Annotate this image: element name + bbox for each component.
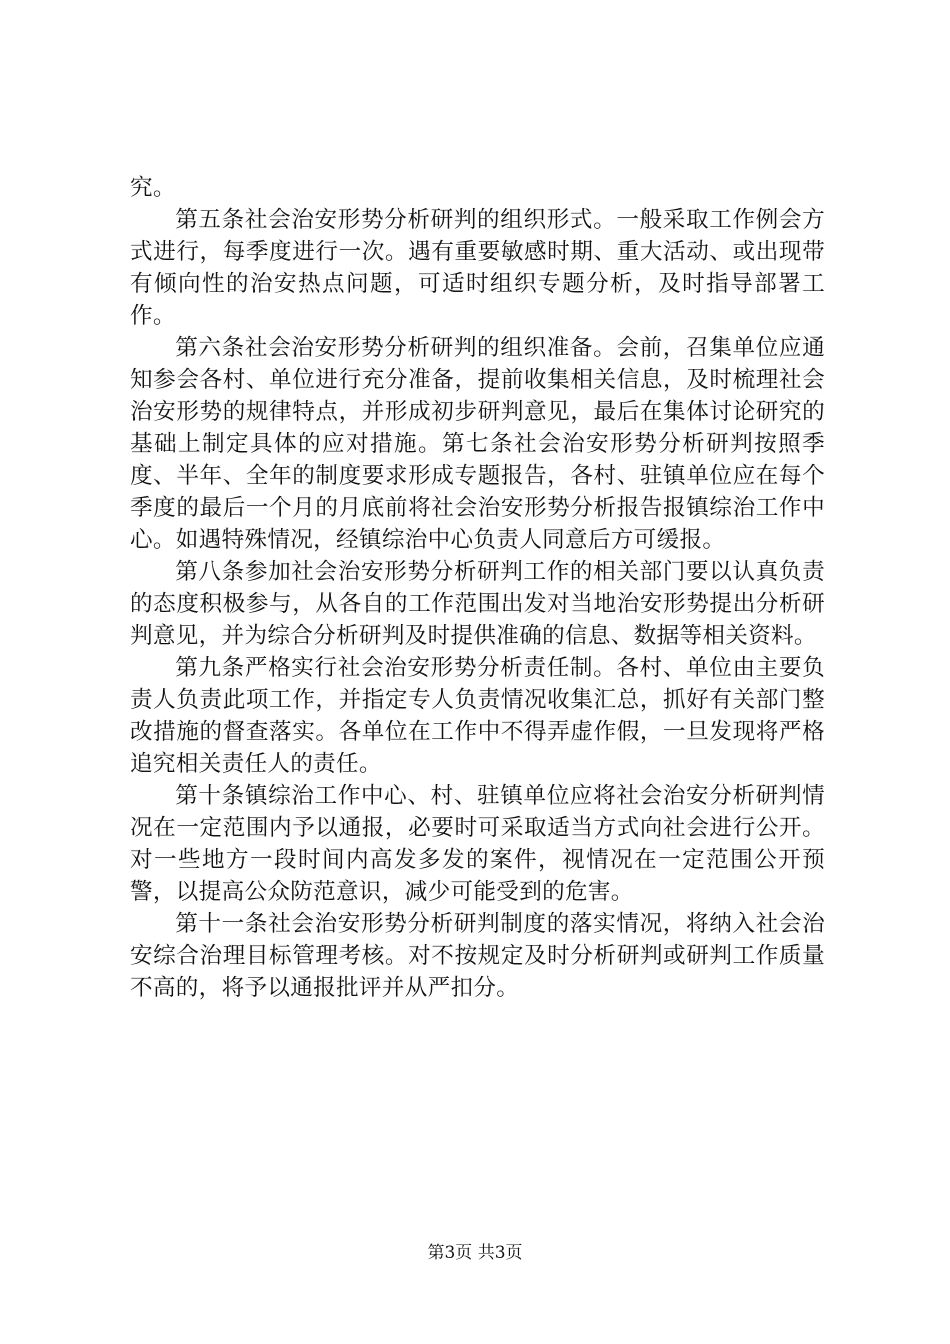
- paragraph-article-11: 第十一条社会治安形势分析研判制度的落实情况，将纳入社会治安综合治理目标管理考核。对不按规定及时分析研判或研判工作质量不高的，将予以通报批评并从严扣分。: [130, 911, 825, 1001]
- paragraph-article-10: 第十条镇综治工作中心、村、驻镇单位应将社会治安分析研判情况在一定范围内予以通报，必要时可采取适当方式向社会进行公开。对一些地方一段时间内高发多发的案件，视情况在一定范围公开预警，以提高公众防范意识，减少可能受到的危害。: [130, 783, 825, 905]
- paragraph-article-6-7: 第六条社会治安形势分析研判的组织准备。会前，召集单位应通知参会各村、单位进行充分准备，提前收集相关信息，及时梳理社会治安形势的规律特点，并形成初步研判意见，最后在集体讨论研究的基础上制定具体的应对措施。第七条社会治安形势分析研判按照季度、半年、全年的制度要求形成专题报告，各村、驻镇单位应在每个季度的最后一个月的月底前将社会治安形势分析报告报镇综治工作中心。如遇特殊情况，经镇综治中心负责人同意后方可缓报。: [130, 335, 825, 553]
- page-footer: [0, 1242, 950, 1264]
- paragraph-continuation: 究。: [130, 175, 176, 201]
- page-number: 第3页 共3页: [427, 1243, 523, 1263]
- paragraph-article-8: 第八条参加社会治安形势分析研判工作的相关部门要以认真负责的态度积极参与，从各自的工作范围出发对当地治安形势提出分析研判意见，并为综合分析研判及时提供准确的信息、数据等相关资料。: [130, 559, 825, 649]
- paragraph-article-9: 第九条严格实行社会治安形势分析责任制。各村、单位由主要负责人负责此项工作，并指定专人负责情况收集汇总，抓好有关部门整改措施的督查落实。各单位在工作中不得弄虚作假，一旦发现将严格追究相关责任人的责任。: [130, 655, 825, 777]
- paragraph-article-5: 第五条社会治安形势分析研判的组织形式。一般采取工作例会方式进行，每季度进行一次。遇有重要敏感时期、重大活动、或出现带有倾向性的治安热点问题，可适时组织专题分析，及时指导部署工作。: [130, 207, 825, 329]
- document-body: [130, 172, 825, 1004]
